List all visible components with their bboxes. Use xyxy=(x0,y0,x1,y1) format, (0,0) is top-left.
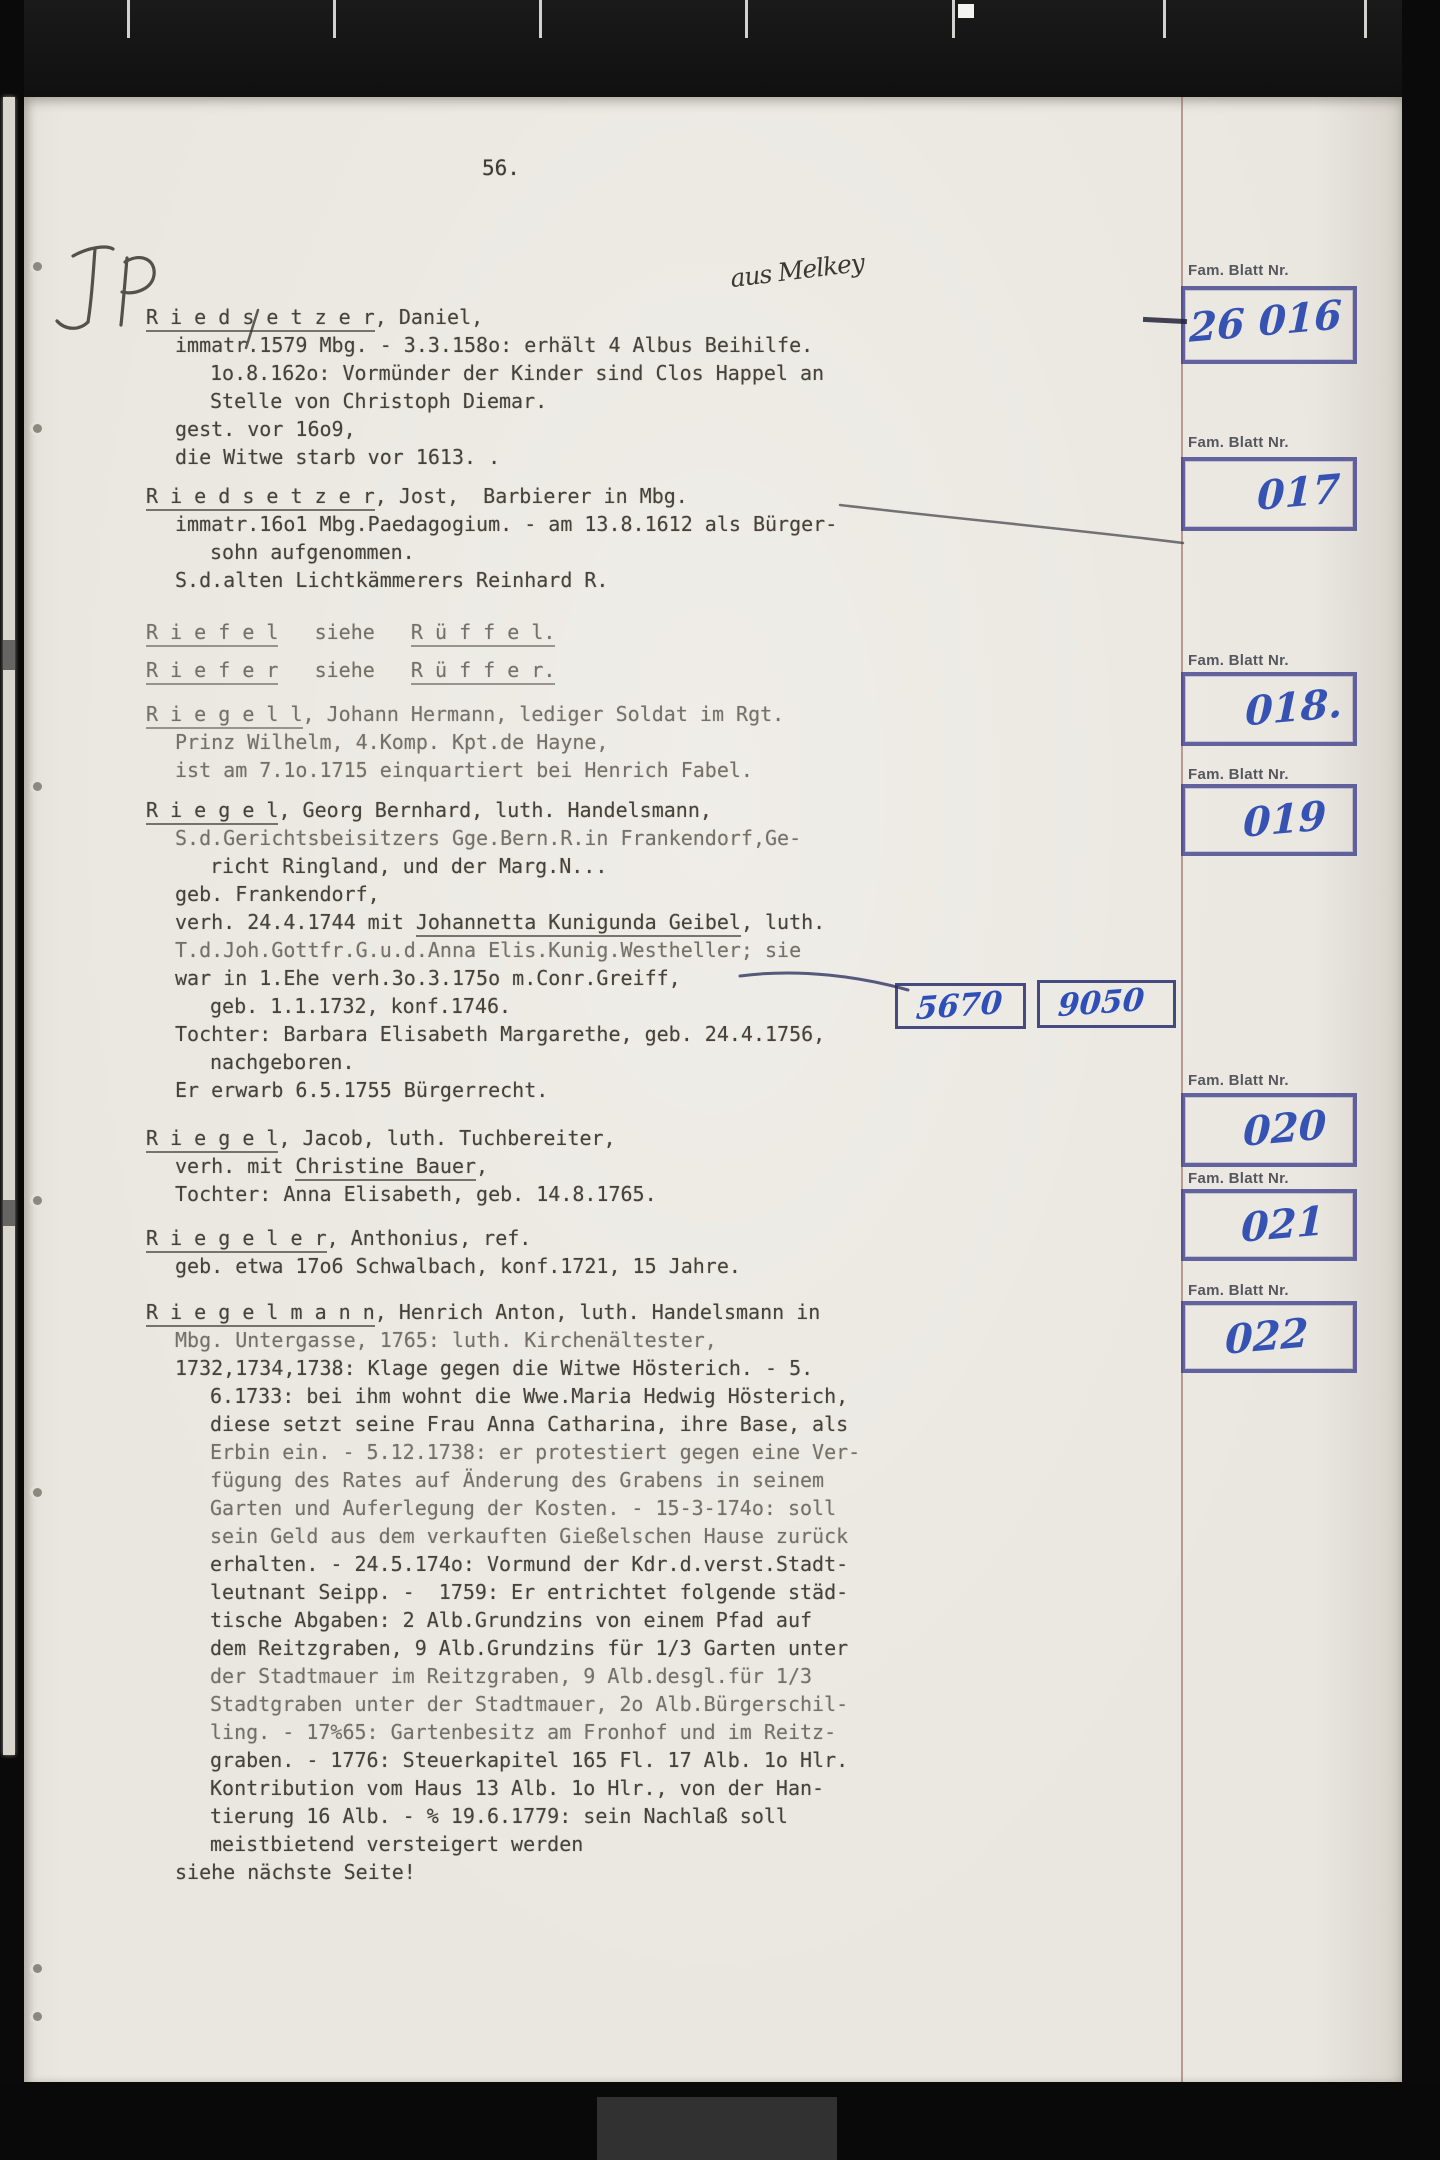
fam-blatt-stamp-box xyxy=(1181,1093,1357,1167)
text-segment: , luth. xyxy=(740,910,826,934)
text-segment: Prinz Wilhelm, 4.Komp. Kpt.de Hayne, xyxy=(175,730,609,754)
text-segment: leutnant Seipp. - 1759: Er entrichtet folgende städ- xyxy=(210,1580,849,1604)
text-segment: immatr.1579 Mbg. - 3.3.158o: erhält 4 Albus Beihilfe. xyxy=(175,333,814,357)
text-line xyxy=(146,1224,926,1252)
text-line xyxy=(210,1550,926,1578)
text-segment: war in 1.Ehe verh.3o.3.175o m.Conr.Greiff, xyxy=(175,966,681,990)
scan-artifact-rectangle xyxy=(597,2097,837,2160)
text-line xyxy=(146,618,926,646)
text-line xyxy=(210,538,926,566)
film-tick xyxy=(539,0,542,38)
text-line xyxy=(175,443,926,471)
text-segment: , Jacob, luth. Tuchbereiter, xyxy=(278,1126,616,1150)
film-tick xyxy=(952,0,955,38)
text-line xyxy=(210,1466,926,1494)
fam-blatt-number: 021 xyxy=(1240,1197,1325,1252)
text-segment: S.d.alten Lichtkämmerers Reinhard R. xyxy=(175,568,609,592)
fam-blatt-stamp-box xyxy=(1181,1189,1357,1261)
fam-blatt-number: 020 xyxy=(1242,1101,1327,1156)
text-line xyxy=(210,1410,926,1438)
text-line xyxy=(175,1252,926,1280)
punch-hole xyxy=(33,1964,42,1973)
text-segment: , Johann Hermann, lediger Soldat im Rgt. xyxy=(302,702,785,726)
text-segment: geb. etwa 17o6 Schwalbach, konf.1721, 15 Jahre. xyxy=(175,1254,741,1278)
text-segment: Stelle von Christoph Diemar. xyxy=(210,389,548,413)
text-segment: ling. - 17%65: Gartenbesitz am Fronhof und im Reitz- xyxy=(210,1720,837,1744)
text-line xyxy=(146,700,926,728)
text-line xyxy=(175,1354,926,1382)
text-line xyxy=(210,1634,926,1662)
text-segment: Kontribution vom Haus 13 Alb. 1o Hlr., von der Han- xyxy=(210,1776,825,1800)
text-line xyxy=(146,1298,926,1326)
text-line xyxy=(210,852,926,880)
text-segment: Erbin ein. - 5.12.1738: er protestiert gegen eine Ver- xyxy=(210,1440,861,1464)
film-tick xyxy=(1163,0,1166,38)
text-segment: tische Abgaben: 2 Alb.Grundzins von einem Pfad auf xyxy=(210,1608,813,1632)
text-line xyxy=(175,415,926,443)
underlined-text: R i e g e l xyxy=(146,798,278,825)
text-segment: meistbietend versteigert werden xyxy=(210,1832,584,1856)
underlined-text: R i e f e l xyxy=(146,620,278,647)
text-segment: siehe xyxy=(278,620,411,644)
underlined-text: R ü f f e r. xyxy=(411,658,556,685)
hand-box xyxy=(1037,980,1176,1028)
text-segment: dem Reitzgraben, 9 Alb.Grundzins für 1/3 Garten unter xyxy=(210,1636,849,1660)
text-segment: ist am 7.1o.1715 einquartiert bei Henrich Fabel. xyxy=(175,758,753,782)
text-line xyxy=(175,756,926,784)
text-segment: , Jost, Barbierer in Mbg. xyxy=(374,484,688,508)
fam-blatt-label: Fam. Blatt Nr. xyxy=(1188,434,1289,451)
film-edge-smudge xyxy=(3,1200,15,1226)
text-line xyxy=(175,1152,926,1180)
text-segment: tierung 16 Alb. - % 19.6.1779: sein Nachlaß soll xyxy=(210,1804,788,1828)
text-segment: , xyxy=(476,1154,489,1178)
text-segment: T.d.Joh.Gottfr.G.u.d.Anna Elis.Kunig.Westheller; sie xyxy=(175,938,802,962)
fam-blatt-stamp-box xyxy=(1181,457,1357,531)
register-entry xyxy=(146,656,926,684)
punch-hole xyxy=(33,1196,42,1205)
text-line xyxy=(175,1326,926,1354)
underlined-text: R i e g e l l xyxy=(146,702,303,729)
text-line xyxy=(175,728,926,756)
fam-blatt-label: Fam. Blatt Nr. xyxy=(1188,1282,1289,1299)
underlined-text: R i e d s e t z e r xyxy=(146,305,375,332)
punch-hole xyxy=(33,424,42,433)
text-segment: Tochter: Barbara Elisabeth Margarethe, geb. 24.4.1756, xyxy=(175,1022,826,1046)
fam-blatt-label: Fam. Blatt Nr. xyxy=(1188,262,1289,279)
text-line xyxy=(210,1718,926,1746)
text-line xyxy=(210,1802,926,1830)
text-segment: sein Geld aus dem verkauften Gießelschen Hause zurück xyxy=(210,1524,849,1548)
text-segment: geb. Frankendorf, xyxy=(175,882,380,906)
text-line xyxy=(210,1606,926,1634)
text-line xyxy=(146,796,926,824)
film-strip-top-band xyxy=(0,0,1440,97)
register-entry xyxy=(146,1298,926,1886)
text-segment: fügung des Rates auf Änderung des Grabens in seinem xyxy=(210,1468,825,1492)
text-segment: , Daniel, xyxy=(374,305,484,329)
register-entry xyxy=(146,796,926,1104)
text-line xyxy=(175,880,926,908)
text-segment: Er erwarb 6.5.1755 Bürgerrecht. xyxy=(175,1078,549,1102)
text-segment: siehe xyxy=(278,658,411,682)
text-line xyxy=(210,1690,926,1718)
text-segment: graben. - 1776: Steuerkapitel 165 Fl. 17 Alb. 1o Hlr. xyxy=(210,1748,849,1772)
text-line xyxy=(175,1076,926,1104)
text-segment: 1o.8.162o: Vormünder der Kinder sind Clos Happel an xyxy=(210,361,825,385)
text-segment: erhalten. - 24.5.174o: Vormund der Kdr.d.verst.Stadt- xyxy=(210,1552,849,1576)
film-tick xyxy=(1364,0,1367,38)
text-segment: verh. 24.4.1744 mit xyxy=(175,910,416,934)
fam-blatt-stamp-box xyxy=(1181,286,1357,364)
underlined-text: R i e f e r xyxy=(146,658,278,685)
film-tick xyxy=(333,0,336,38)
text-segment: sohn aufgenommen. xyxy=(210,540,415,564)
register-entry xyxy=(146,618,926,646)
text-segment: geb. 1.1.1732, konf.1746. xyxy=(210,994,512,1018)
underlined-text: R i e g e l xyxy=(146,1126,278,1153)
hand-box xyxy=(895,983,1026,1029)
fam-blatt-stamp-box xyxy=(1181,784,1357,856)
text-line xyxy=(175,331,926,359)
film-tick xyxy=(127,0,130,38)
text-segment: richt Ringland, und der Marg.N... xyxy=(210,854,608,878)
punch-hole xyxy=(33,1488,42,1497)
text-line xyxy=(210,1522,926,1550)
fam-blatt-number: 018. xyxy=(1244,679,1343,736)
text-line xyxy=(175,908,926,936)
text-segment: siehe nächste Seite! xyxy=(175,1860,416,1884)
text-line xyxy=(146,1124,926,1152)
text-line xyxy=(210,1746,926,1774)
text-line xyxy=(210,1438,926,1466)
text-segment: diese setzt seine Frau Anna Catharina, ihre Base, als xyxy=(210,1412,849,1436)
text-line xyxy=(210,1578,926,1606)
text-segment: Garten und Auferlegung der Kosten. - 15-3-174o: soll xyxy=(210,1496,837,1520)
text-segment: verh. mit xyxy=(175,1154,296,1178)
text-line xyxy=(175,964,926,992)
text-segment: Stadtgraben unter der Stadtmauer, 2o Alb.Bürgerschil- xyxy=(210,1692,849,1716)
text-line xyxy=(210,1494,926,1522)
underlined-text: R i e g e l m a n n xyxy=(146,1300,375,1327)
fam-blatt-number: 019 xyxy=(1242,792,1327,847)
register-entry xyxy=(146,1124,926,1208)
text-segment: die Witwe starb vor 1613. . xyxy=(175,445,501,469)
underlined-text: R i e d s e t z e r xyxy=(146,484,375,511)
text-segment: Mbg. Untergasse, 1765: luth. Kirchenältester, xyxy=(175,1328,717,1352)
film-strip-right-band xyxy=(1402,0,1440,2160)
text-line xyxy=(210,387,926,415)
punch-hole xyxy=(33,262,42,271)
underlined-text: R ü f f e l. xyxy=(411,620,556,647)
text-segment: nachgeboren. xyxy=(210,1050,355,1074)
text-line xyxy=(175,1858,926,1886)
text-line xyxy=(146,482,926,510)
text-segment: immatr.16o1 Mbg.Paedagogium. - am 13.8.1612 als Bürger- xyxy=(175,512,838,536)
underlined-text: R i e g e l e r xyxy=(146,1226,327,1253)
register-entry xyxy=(146,1224,926,1280)
fam-blatt-label: Fam. Blatt Nr. xyxy=(1188,1170,1289,1187)
fam-blatt-number: 26 016 xyxy=(1188,291,1343,352)
text-line xyxy=(175,510,926,538)
fam-blatt-label: Fam. Blatt Nr. xyxy=(1188,652,1289,669)
hand-box-number: 9050 xyxy=(1056,981,1146,1025)
text-line xyxy=(146,303,926,331)
text-line xyxy=(210,1830,926,1858)
fam-blatt-number: 022 xyxy=(1224,1309,1309,1364)
text-line xyxy=(175,936,926,964)
fam-blatt-label: Fam. Blatt Nr. xyxy=(1188,766,1289,783)
scanner-edge-light-strip xyxy=(3,97,15,1755)
text-line xyxy=(175,824,926,852)
text-line xyxy=(210,992,926,1020)
hand-box-number: 5670 xyxy=(914,984,1004,1028)
register-entry xyxy=(146,482,926,594)
underlined-text: Christine Bauer xyxy=(295,1154,476,1181)
text-line xyxy=(175,1020,926,1048)
fam-blatt-stamp-box xyxy=(1181,1301,1357,1373)
text-segment: S.d.Gerichtsbeisitzers Gge.Bern.R.in Frankendorf,Ge- xyxy=(175,826,802,850)
film-edge-smudge xyxy=(3,640,15,670)
text-segment: 1732,1734,1738: Klage gegen die Witwe Hösterich. - 5. xyxy=(175,1356,814,1380)
register-entry xyxy=(146,700,926,784)
text-segment: 6.1733: bei ihm wohnt die Wwe.Maria Hedwig Hösterich, xyxy=(210,1384,849,1408)
text-line xyxy=(210,359,926,387)
fam-blatt-number: 017 xyxy=(1256,465,1341,520)
text-segment: , Anthonius, ref. xyxy=(326,1226,532,1250)
column-divider-rule xyxy=(1181,97,1183,2082)
register-entry xyxy=(146,303,926,471)
text-segment: Tochter: Anna Elisabeth, geb. 14.8.1765. xyxy=(175,1182,657,1206)
text-line xyxy=(210,1048,926,1076)
text-line xyxy=(210,1382,926,1410)
text-line xyxy=(175,1180,926,1208)
film-registration-square xyxy=(958,4,974,18)
text-line xyxy=(175,566,926,594)
fam-blatt-label: Fam. Blatt Nr. xyxy=(1188,1072,1289,1089)
text-segment: , Georg Bernhard, luth. Handelsmann, xyxy=(278,798,712,822)
film-tick xyxy=(745,0,748,38)
punch-hole xyxy=(33,782,42,791)
text-segment: der Stadtmauer im Reitzgraben, 9 Alb.desgl.für 1/3 xyxy=(210,1664,813,1688)
fam-blatt-stamp-box xyxy=(1181,672,1357,746)
text-segment: gest. vor 16o9, xyxy=(175,417,356,441)
text-line xyxy=(146,656,926,684)
punch-hole xyxy=(33,2012,42,2021)
handwritten-origin-note: aus Melkey xyxy=(728,247,866,294)
underlined-text: Johannetta Kunigunda Geibel xyxy=(416,910,741,937)
text-line xyxy=(210,1662,926,1690)
text-line xyxy=(210,1774,926,1802)
text-segment: , Henrich Anton, luth. Handelsmann in xyxy=(374,1300,821,1324)
page-number: 56. xyxy=(482,156,520,180)
